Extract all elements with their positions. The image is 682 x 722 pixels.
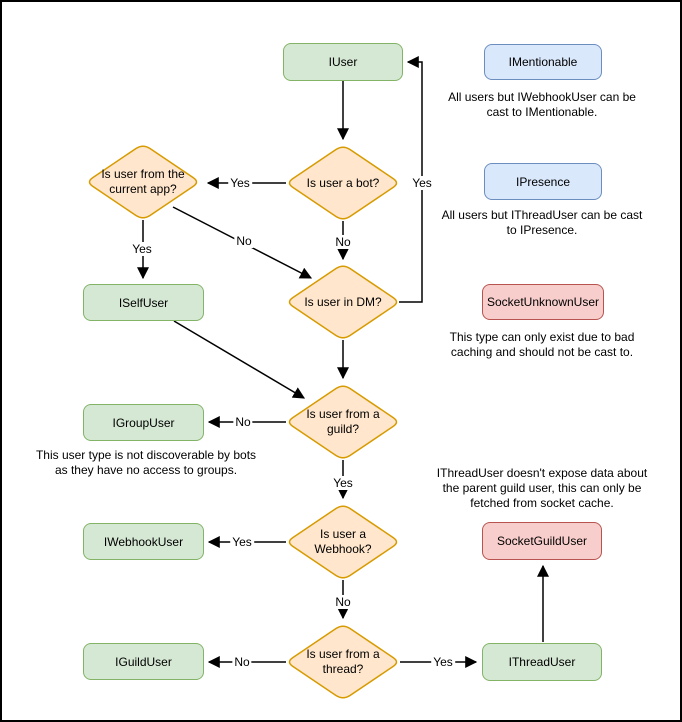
edge-label-dm-yes: Yes (412, 176, 432, 190)
annotation-mentionable: All users but IWebhookUser can be cast to IMentionable. (448, 90, 636, 119)
edge-label-thread-no: No (234, 655, 250, 669)
annotation-presence: All users but IThreadUser can be cast to IPresence. (441, 208, 643, 237)
node-iuser (283, 43, 403, 81)
edge-label-guild-yes: Yes (333, 476, 353, 490)
node-ipresence-label: IPresence (515, 174, 571, 189)
node-ithread-user (482, 643, 602, 681)
node-igroup-user (83, 404, 204, 441)
annotation-group-user: This user type is not discoverable by bots as they have no access to groups. (35, 448, 257, 477)
node-iwebhook-user-label: IWebhookUser (103, 534, 184, 549)
node-socket-guild-user (482, 522, 602, 560)
edge-label-bot-no: No (335, 235, 351, 249)
edge-label-thread-yes: Yes (433, 655, 453, 669)
decision-is-current-app-label: Is user from the current app? (101, 167, 185, 196)
node-iwebhook-user (83, 523, 204, 560)
decision-is-webhook-label: Is user a Webhook? (314, 527, 372, 556)
annotation-thread-user: IThreadUser doesn't expose data about the parent guild user, this can only be fetched from socket cache. (436, 466, 648, 510)
decision-is-dm-label: Is user in DM? (304, 294, 382, 309)
node-iself-user (83, 284, 204, 321)
node-imentionable-label: IMentionable (508, 55, 578, 69)
decision-is-bot-label: Is user a bot? (306, 175, 380, 190)
edge-label-current-app-no: No (236, 234, 252, 248)
node-socket-guild-user-label: SocketGuildUser (496, 534, 588, 548)
edge-label-bot-yes: Yes (230, 176, 250, 190)
node-iuser-label: IUser (328, 55, 358, 69)
node-socket-unknown-user-label: SocketUnknownUser (486, 295, 600, 309)
node-iself-user-label: ISelfUser (118, 295, 169, 310)
node-socket-unknown-user (482, 284, 604, 320)
edge-label-webhook-yes: Yes (232, 535, 252, 549)
edge-iselfuser-to-isguild (174, 321, 304, 398)
decision-is-guild-label: Is user from a guild? (306, 407, 380, 436)
node-iguild-user-label: IGuildUser (115, 654, 172, 669)
node-ithread-user-label: IThreadUser (508, 655, 576, 669)
annotation-socket-unknown: This type can only exist due to bad caching and should not be cast to. (449, 330, 635, 359)
edge-label-current-app-yes: Yes (132, 242, 152, 256)
edge-label-guild-no: No (235, 415, 251, 429)
decision-is-thread-label: Is user from a thread? (306, 647, 380, 676)
node-iguild-user (83, 643, 204, 680)
node-imentionable (484, 44, 602, 80)
node-igroup-user-label: IGroupUser (112, 415, 175, 430)
edge-label-webhook-no: No (335, 595, 351, 609)
node-ipresence (484, 163, 602, 200)
